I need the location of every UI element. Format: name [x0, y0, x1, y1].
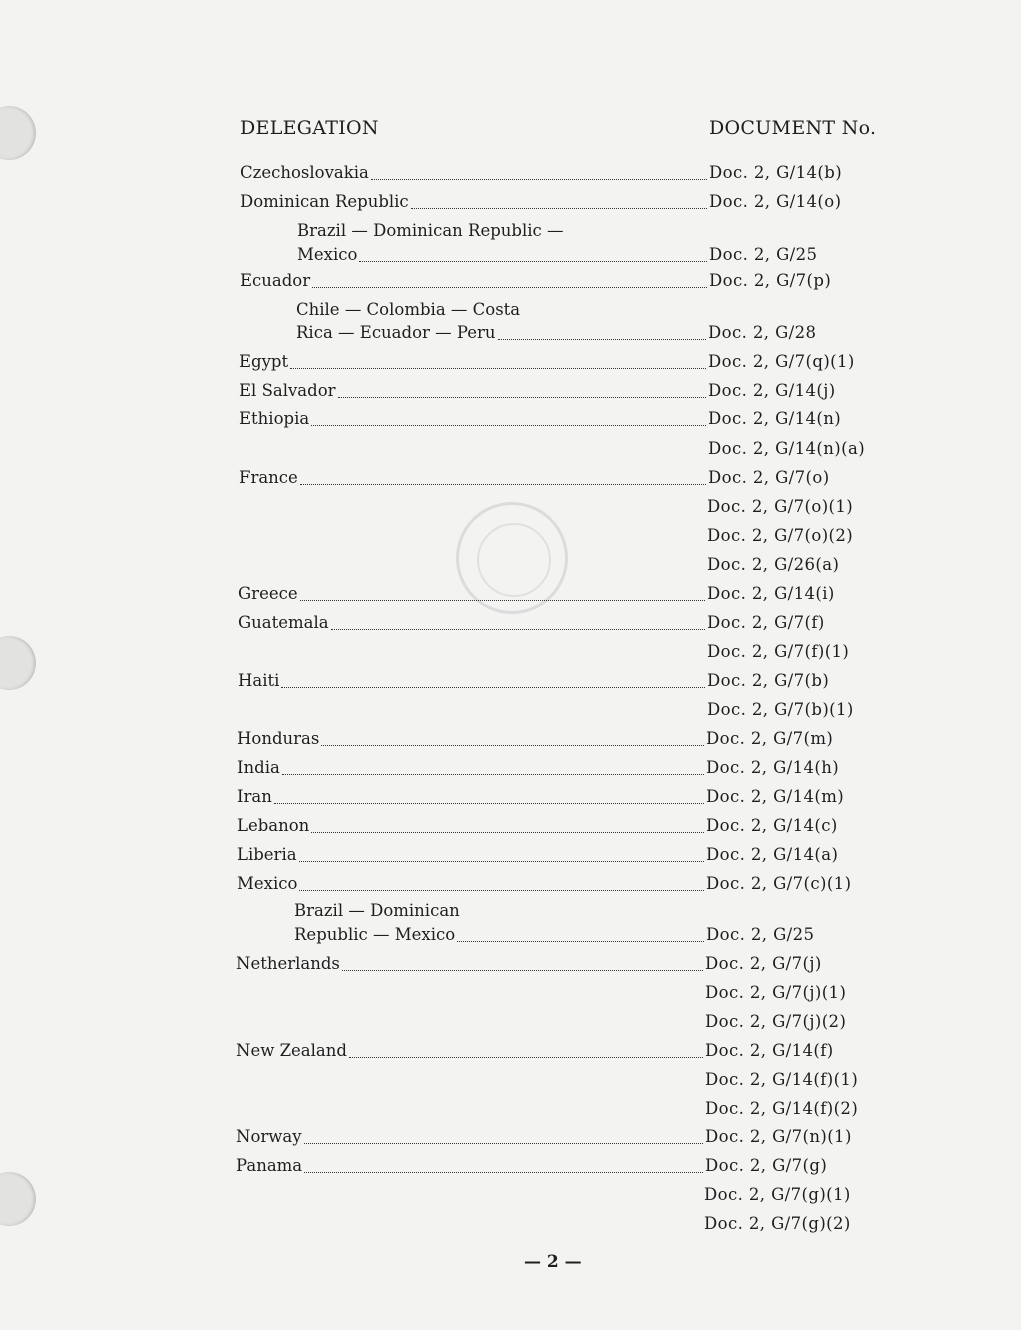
table-row — [0, 1038, 1021, 1064]
dot-leader — [457, 941, 704, 942]
document-number: Doc. 2, G/14(b) — [709, 163, 843, 182]
document-number: Doc. 2, G/7(g) — [705, 1156, 828, 1175]
table-row — [0, 871, 1021, 897]
delegation-name: Ethiopia — [239, 409, 310, 428]
delegation-name: Republic — Mexico — [294, 925, 456, 944]
delegation-name: Guatemala — [238, 613, 329, 632]
dot-leader — [331, 629, 705, 630]
table-row — [0, 494, 1021, 520]
document-number: Doc. 2, G/7(n)(1) — [705, 1127, 852, 1146]
dot-leader — [371, 179, 707, 180]
document-number: Doc. 2, G/14(o) — [709, 192, 842, 211]
dot-leader — [299, 890, 704, 891]
delegation-name: Ecuador — [240, 271, 311, 290]
delegation-name: Egypt — [239, 352, 289, 371]
page-number: — 2 — — [524, 1252, 582, 1272]
delegation-name: New Zealand — [236, 1041, 347, 1060]
dot-leader — [304, 1143, 703, 1144]
document-number: Doc. 2, G/14(n)(a) — [708, 439, 866, 458]
dot-leader — [300, 600, 705, 601]
table-row — [0, 189, 1021, 215]
delegation-name: Lebanon — [237, 816, 310, 835]
document-number: Doc. 2, G/7(p) — [709, 271, 832, 290]
document-number: Doc. 2, G/14(f)(1) — [705, 1070, 859, 1089]
document-number: Doc. 2, G/7(f) — [707, 613, 825, 632]
delegation-name: Norway — [236, 1127, 302, 1146]
document-number: Doc. 2, G/7(g)(1) — [704, 1185, 851, 1204]
delegation-name: Brazil — Dominican Republic — — [297, 221, 564, 240]
table-row — [0, 1067, 1021, 1093]
document-number: Doc. 2, G/7(q)(1) — [708, 352, 855, 371]
delegation-name: Panama — [236, 1156, 303, 1175]
table-row — [0, 755, 1021, 781]
table-row — [0, 349, 1021, 375]
dot-leader — [338, 397, 706, 398]
table-row — [0, 160, 1021, 186]
delegation-name: Chile — Colombia — Costa — [296, 300, 521, 319]
document-number: Doc. 2, G/7(j) — [705, 954, 822, 973]
table-row — [0, 218, 1021, 244]
dot-leader — [281, 687, 705, 688]
table-row — [0, 898, 1021, 924]
dot-leader — [304, 1172, 703, 1173]
document-number: Doc. 2, G/7(o) — [708, 468, 830, 487]
delegation-name: Rica — Ecuador — Peru — [296, 323, 496, 342]
table-row — [0, 1153, 1021, 1179]
delegation-name: Honduras — [237, 729, 320, 748]
delegation-name: Czechoslovakia — [240, 163, 369, 182]
table-row — [0, 922, 1021, 948]
delegation-name: Netherlands — [236, 954, 340, 973]
dot-leader — [290, 368, 706, 369]
delegation-header: DELEGATION — [240, 117, 379, 139]
table-row — [0, 320, 1021, 346]
table-row — [0, 242, 1021, 268]
document-number: Doc. 2, G/14(j) — [708, 381, 836, 400]
dot-leader — [342, 970, 703, 971]
document-number: Doc. 2, G/14(i) — [707, 584, 835, 603]
table-row — [0, 552, 1021, 578]
dot-leader — [498, 339, 706, 340]
document-number-header: DOCUMENT No. — [709, 117, 877, 139]
dot-leader — [411, 208, 707, 209]
table-row — [0, 610, 1021, 636]
table-row — [0, 784, 1021, 810]
table-row — [0, 436, 1021, 462]
delegation-name: Mexico — [297, 245, 358, 264]
dot-leader — [311, 832, 704, 833]
table-row — [0, 406, 1021, 432]
document-number: Doc. 2, G/7(j)(1) — [705, 983, 847, 1002]
table-row — [0, 980, 1021, 1006]
table-row — [0, 581, 1021, 607]
document-number: Doc. 2, G/7(o)(2) — [707, 526, 854, 545]
document-number: Doc. 2, G/14(f)(2) — [705, 1099, 859, 1118]
dot-leader — [312, 287, 707, 288]
delegation-name: India — [237, 758, 280, 777]
delegation-name: Brazil — Dominican — [294, 901, 460, 920]
delegation-name: Haiti — [238, 671, 280, 690]
delegation-name: Liberia — [237, 845, 297, 864]
document-number: Doc. 2, G/7(b)(1) — [707, 700, 854, 719]
document-number: Doc. 2, G/7(b) — [707, 671, 830, 690]
document-number: Doc. 2, G/14(m) — [706, 787, 845, 806]
document-number: Doc. 2, G/14(a) — [706, 845, 839, 864]
dot-leader — [359, 261, 707, 262]
delegation-name: El Salvador — [239, 381, 336, 400]
document-number: Doc. 2, G/28 — [708, 323, 817, 342]
table-row — [0, 1211, 1021, 1237]
document-number: Doc. 2, G/14(h) — [706, 758, 840, 777]
table-row — [0, 1096, 1021, 1122]
table-row — [0, 1124, 1021, 1150]
table-row — [0, 268, 1021, 294]
dot-leader — [349, 1057, 703, 1058]
delegation-name: France — [239, 468, 298, 487]
document-number: Doc. 2, G/7(m) — [706, 729, 834, 748]
document-number: Doc. 2, G/7(j)(2) — [705, 1012, 847, 1031]
table-row — [0, 378, 1021, 404]
document-number: Doc. 2, G/25 — [706, 925, 815, 944]
table-row — [0, 668, 1021, 694]
table-row — [0, 639, 1021, 665]
table-row — [0, 523, 1021, 549]
dot-leader — [300, 484, 706, 485]
dot-leader — [274, 803, 704, 804]
dot-leader — [311, 425, 706, 426]
table-row — [0, 813, 1021, 839]
delegation-name: Iran — [237, 787, 272, 806]
table-row — [0, 1009, 1021, 1035]
table-row — [0, 1182, 1021, 1208]
delegation-name: Mexico — [237, 874, 298, 893]
document-number: Doc. 2, G/7(c)(1) — [706, 874, 852, 893]
document-number: Doc. 2, G/26(a) — [707, 555, 840, 574]
document-number: Doc. 2, G/25 — [709, 245, 818, 264]
document-number: Doc. 2, G/14(f) — [705, 1041, 834, 1060]
table-row — [0, 842, 1021, 868]
document-number: Doc. 2, G/7(o)(1) — [707, 497, 854, 516]
document-number: Doc. 2, G/14(n) — [708, 409, 842, 428]
dot-leader — [282, 774, 704, 775]
document-number: Doc. 2, G/14(c) — [706, 816, 838, 835]
delegation-name: Greece — [238, 584, 298, 603]
delegation-name: Dominican Republic — [240, 192, 409, 211]
table-row — [0, 697, 1021, 723]
dot-leader — [321, 745, 704, 746]
table-row — [0, 951, 1021, 977]
document-number: Doc. 2, G/7(f)(1) — [707, 642, 850, 661]
document-number: Doc. 2, G/7(g)(2) — [704, 1214, 851, 1233]
table-row — [0, 726, 1021, 752]
table-row — [0, 465, 1021, 491]
dot-leader — [299, 861, 704, 862]
